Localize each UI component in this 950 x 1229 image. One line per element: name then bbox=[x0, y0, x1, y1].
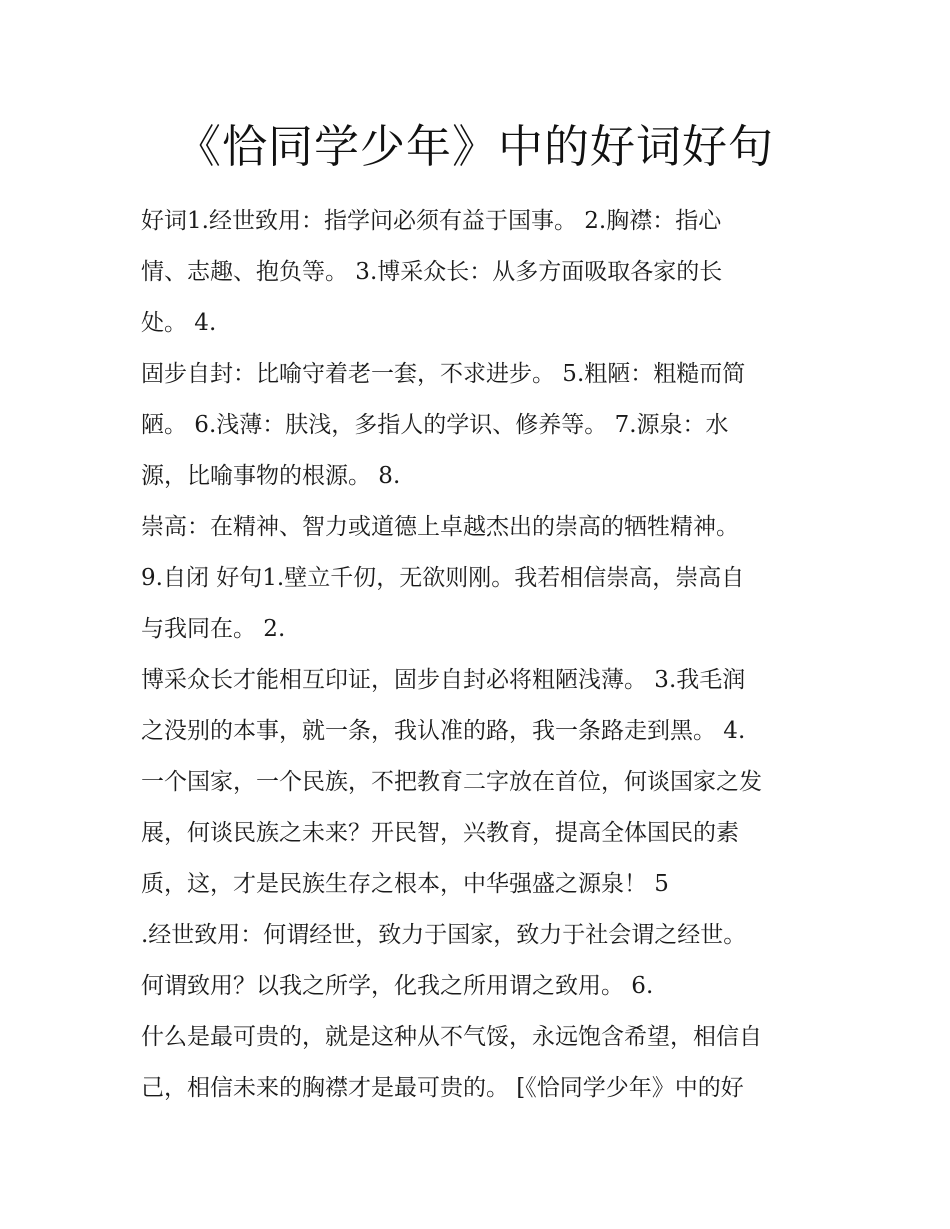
body-line-5: 陋。 6.浅薄：肤浅，多指人的学识、修养等。 7.源泉：水 bbox=[141, 412, 729, 438]
body-line-11: 之没别的本事，就一条，我认准的路，我一条路走到黑。 4. bbox=[141, 718, 746, 744]
body-line-9: 与我同在。 2. bbox=[141, 616, 286, 642]
body-line-3: 处。 4. bbox=[141, 310, 217, 336]
body-line-15: .经世致用：何谓经世，致力于国家，致力于社会谓之经世。 bbox=[141, 922, 747, 948]
body-line-17: 什么是最可贵的，就是这种从不气馁，永远饱含希望，相信自 bbox=[141, 1024, 762, 1050]
body-line-7: 崇高：在精神、智力或道德上卓越杰出的崇高的牺牲精神。 bbox=[141, 514, 739, 540]
body-line-6: 源，比喻事物的根源。 8. bbox=[141, 463, 401, 489]
body-line-13: 展，何谈民族之未来？开民智，兴教育，提高全体国民的素 bbox=[141, 820, 739, 846]
body-line-16: 何谓致用？以我之所学，化我之所用谓之致用。 6. bbox=[141, 973, 654, 999]
document-title: 《恰同学少年》中的好词好句 bbox=[175, 120, 774, 173]
body-line-1: 好词1.经世致用：指学问必须有益于国事。 2.胸襟：指心 bbox=[141, 208, 722, 234]
body-line-10: 博采众长才能相互印证，固步自封必将粗陋浅薄。 3.我毛润 bbox=[141, 667, 746, 693]
body-line-2: 情、志趣、抱负等。 3.博采众长：从多方面吸取各家的长 bbox=[141, 259, 723, 285]
body-line-8: 9.自闭 好句1.壁立千仞，无欲则刚。我若相信崇高，崇高自 bbox=[141, 565, 745, 591]
body-line-12: 一个国家，一个民族，不把教育二字放在首位，何谈国家之发 bbox=[141, 769, 762, 795]
document-body bbox=[141, 196, 831, 1114]
body-line-18: 己，相信未来的胸襟才是最可贵的。 [《恰同学少年》中的好 bbox=[141, 1075, 744, 1101]
body-line-4: 固步自封：比喻守着老一套，不求进步。 5.粗陋：粗糙而简 bbox=[141, 361, 746, 387]
body-line-14: 质，这，才是民族生存之根本，中华强盛之源泉！ 5 bbox=[141, 871, 669, 897]
